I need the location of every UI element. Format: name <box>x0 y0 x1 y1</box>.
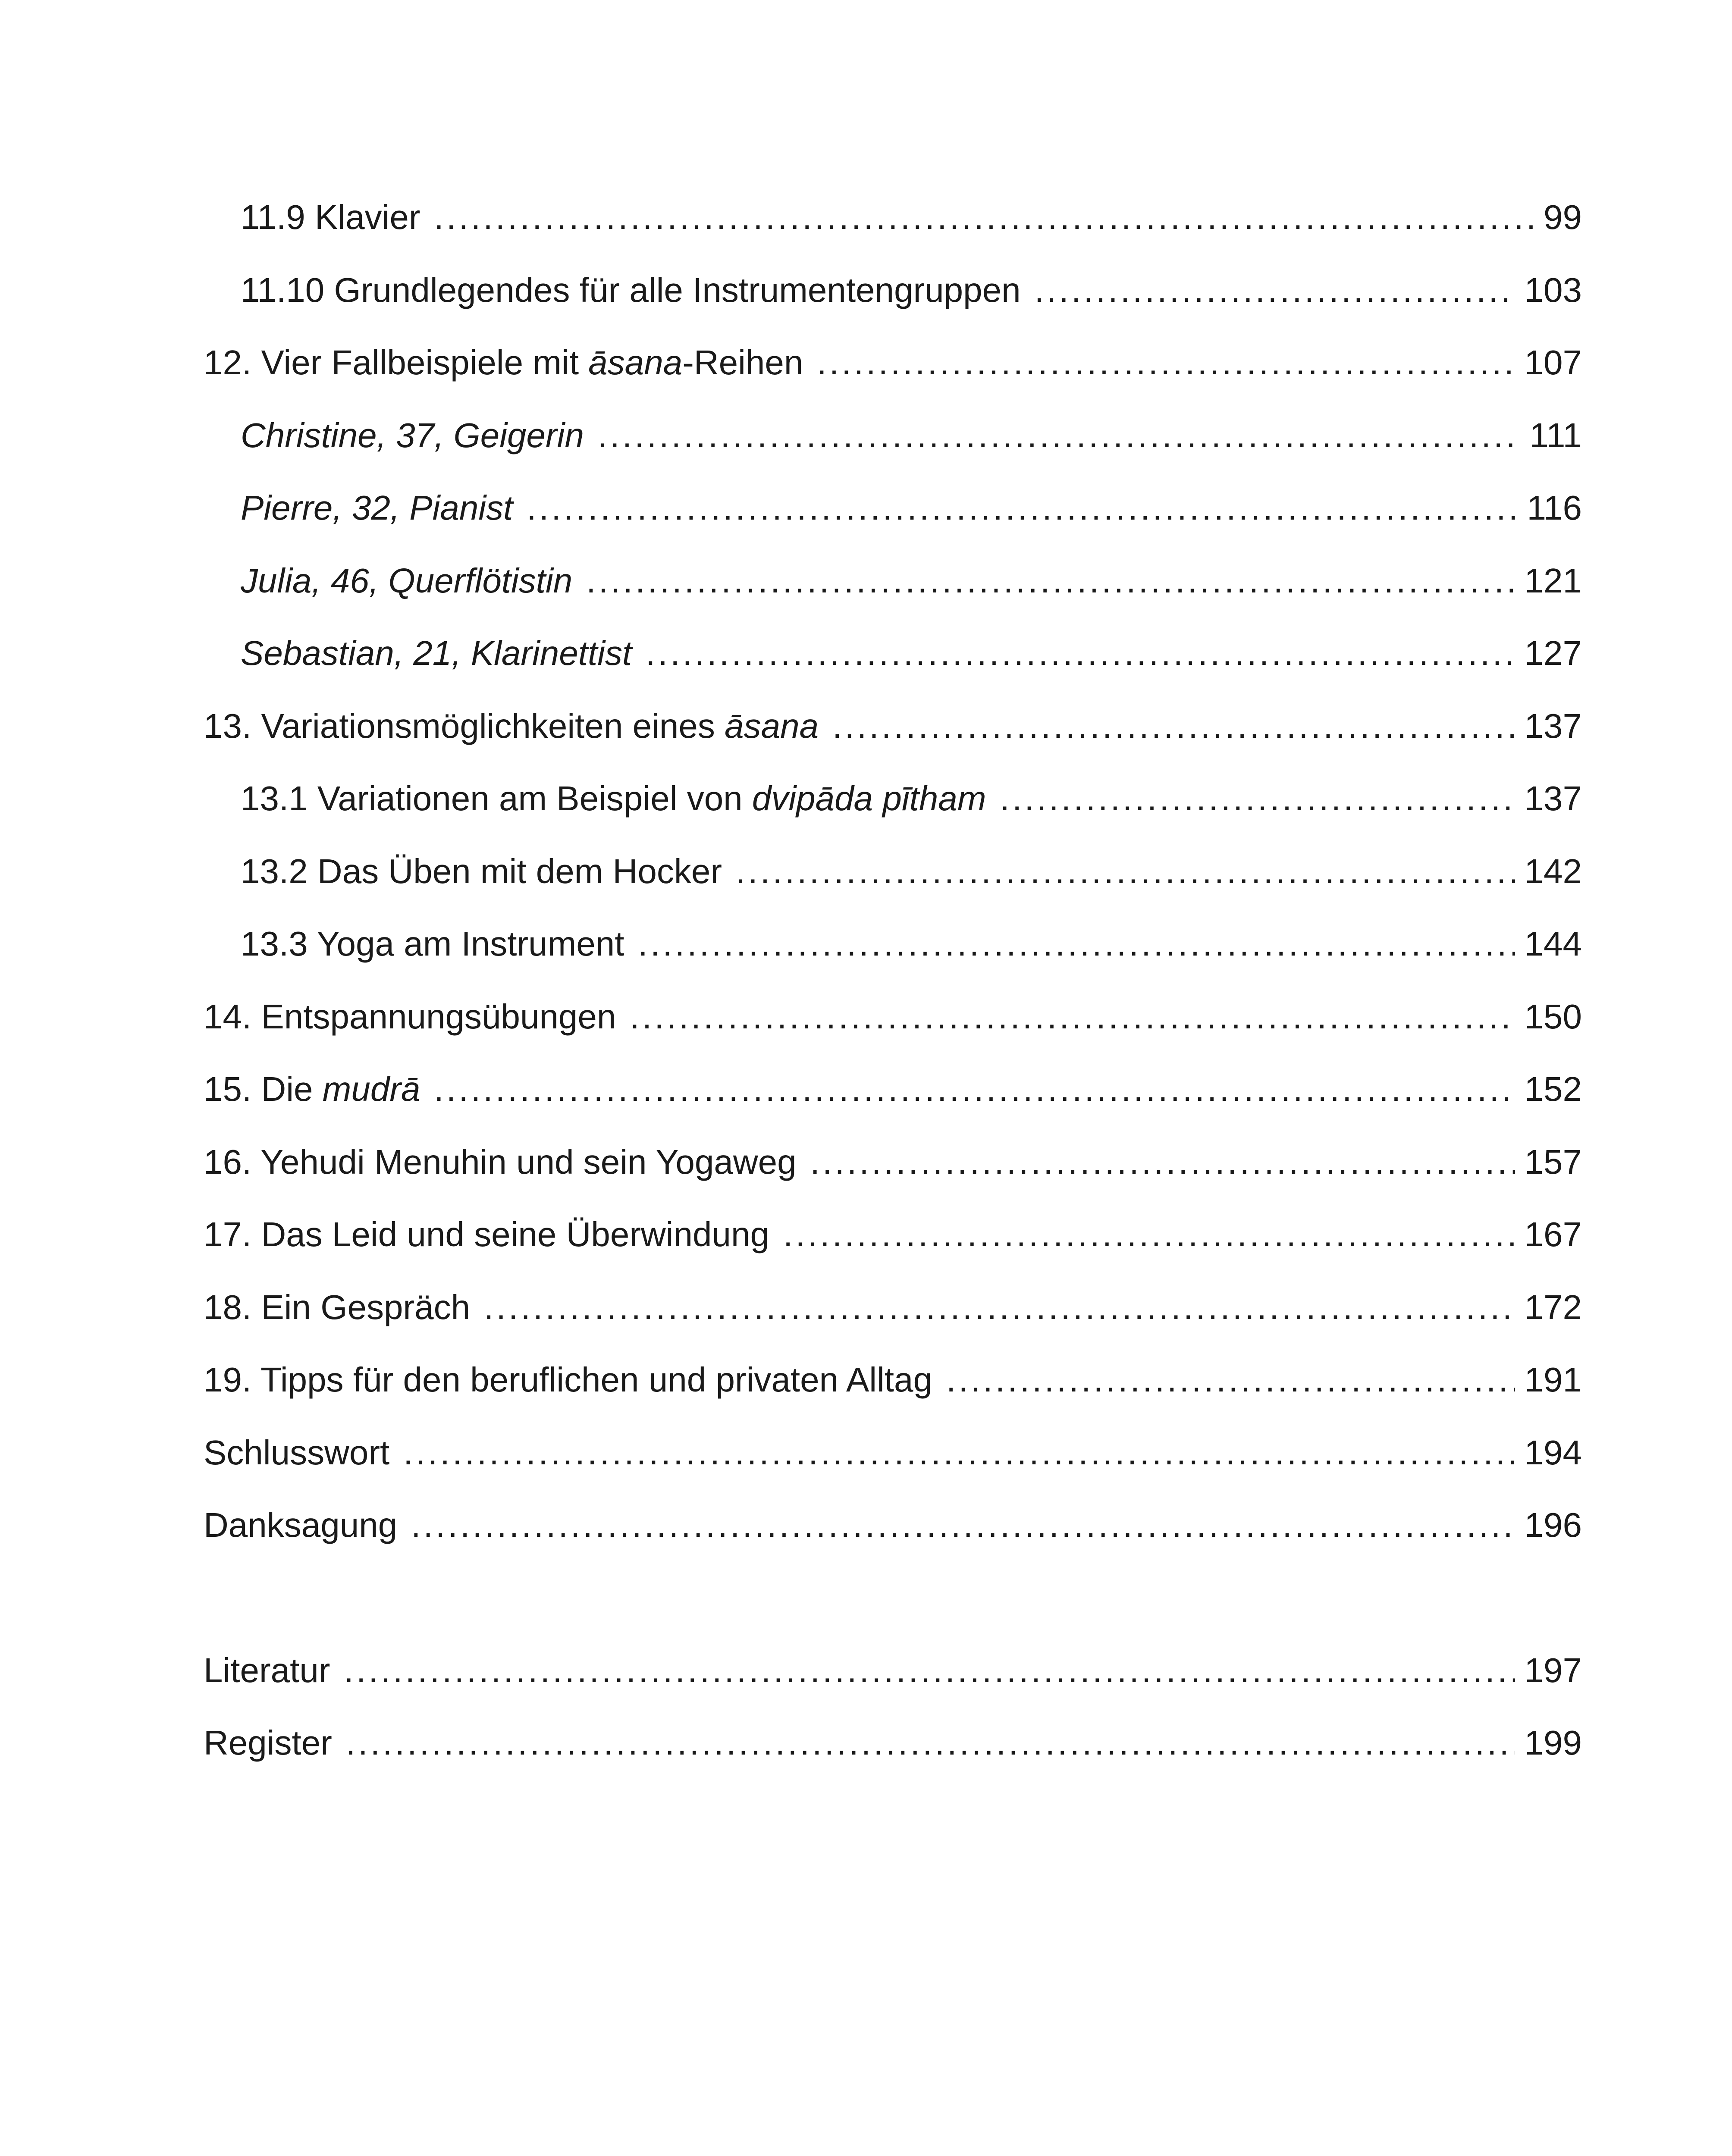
toc-entry <box>204 690 1582 763</box>
toc-dot-leader <box>783 1198 1515 1271</box>
toc-entry-title <box>241 908 638 981</box>
toc-title-text: 15. Die <box>204 1070 323 1108</box>
toc-entry-title <box>204 1198 783 1271</box>
toc-page-number: 116 <box>1527 489 1582 527</box>
toc-title-text: 17. Das Leid und seine Überwindung <box>204 1215 769 1253</box>
toc-dot-leader <box>736 835 1515 908</box>
toc-entry-title <box>241 617 646 690</box>
toc-page-number: 103 <box>1524 270 1582 309</box>
toc-entry-title <box>204 326 817 399</box>
toc-title-italic-text: dvipāda pītham <box>752 779 986 818</box>
toc-entry-title <box>241 545 586 617</box>
toc-page-number: 167 <box>1524 1215 1582 1253</box>
toc-page-number: 111 <box>1529 416 1582 454</box>
toc-dot-leader <box>817 326 1515 399</box>
toc-page-number: 137 <box>1524 706 1582 745</box>
toc-entry-title <box>204 1271 484 1344</box>
toc-page-number: 157 <box>1524 1142 1582 1181</box>
toc-entry <box>204 1271 1582 1344</box>
toc-page-number: 150 <box>1524 997 1582 1036</box>
toc-dot-leader <box>646 617 1515 690</box>
toc-dot-leader <box>484 1271 1515 1344</box>
toc-entry <box>204 1707 1582 1780</box>
toc-entry-title <box>241 254 1035 327</box>
toc-entry <box>204 981 1582 1053</box>
toc-title-text: Schlusswort <box>204 1433 390 1472</box>
toc-title-text: 16. Yehudi Menuhin und sein Yogaweg <box>204 1142 797 1181</box>
toc-entry <box>204 835 1582 908</box>
toc-entry-title <box>204 690 832 763</box>
toc-page-number: 199 <box>1524 1724 1582 1762</box>
toc-entry <box>204 762 1582 835</box>
toc-entry <box>204 908 1582 981</box>
toc-page-number: 107 <box>1524 343 1582 382</box>
toc-title-text: 13. Variationsmöglichkeiten eines <box>204 706 725 745</box>
toc-entry-title <box>241 181 434 254</box>
toc-dot-leader <box>403 1416 1515 1489</box>
toc-entry-title <box>241 399 598 472</box>
toc-entry-title <box>204 1634 344 1707</box>
toc-entry <box>204 545 1582 617</box>
toc-entry-title <box>241 762 1000 835</box>
toc-page-number: 172 <box>1524 1288 1582 1326</box>
toc-entry <box>204 1634 1582 1707</box>
toc-page-number: 191 <box>1524 1360 1582 1399</box>
toc-title-text: 14. Entspannungsübungen <box>204 997 616 1036</box>
toc-page-number: 196 <box>1524 1506 1582 1544</box>
toc-entry <box>204 254 1582 327</box>
toc-entry <box>204 1344 1582 1416</box>
toc-entry-title <box>204 981 630 1053</box>
table-of-contents <box>204 181 1582 1780</box>
toc-title-italic-text: āsana <box>725 706 819 745</box>
toc-page-number: 152 <box>1524 1070 1582 1108</box>
toc-page-number: 121 <box>1524 561 1582 600</box>
toc-title-italic-text: Sebastian, 21, Klarinettist <box>241 634 632 672</box>
toc-title-text: Register <box>204 1724 332 1762</box>
toc-title-text: Danksagung <box>204 1506 398 1544</box>
toc-dot-leader <box>346 1707 1515 1780</box>
toc-page-number: 194 <box>1524 1433 1582 1472</box>
toc-dot-leader <box>344 1634 1515 1707</box>
toc-entry <box>204 181 1582 254</box>
toc-title-italic-text: Julia, 46, Querflötistin <box>241 561 573 600</box>
toc-dot-leader <box>946 1344 1515 1416</box>
toc-title-italic-text: mudrā <box>322 1070 420 1108</box>
toc-title-text: 13.1 Variationen am Beispiel von <box>241 779 752 818</box>
toc-entry-title <box>204 1707 346 1780</box>
toc-title-text: -Reihen <box>682 343 803 382</box>
toc-entry <box>204 617 1582 690</box>
toc-dot-leader <box>434 181 1534 254</box>
toc-page-number: 127 <box>1524 634 1582 672</box>
toc-dot-leader <box>1000 762 1515 835</box>
toc-dot-leader <box>1035 254 1515 327</box>
toc-entry <box>204 326 1582 399</box>
toc-dot-leader <box>638 908 1515 981</box>
toc-entry-title <box>204 1416 403 1489</box>
toc-dot-leader <box>630 981 1515 1053</box>
toc-entry-title <box>241 472 527 545</box>
toc-page-number: 197 <box>1524 1651 1582 1689</box>
toc-title-italic-text: āsana <box>588 343 683 382</box>
toc-title-text: 11.10 Grundlegendes für alle Instrumentengruppen <box>241 270 1021 309</box>
toc-dot-leader <box>586 545 1515 617</box>
toc-entry-title <box>204 1053 434 1126</box>
toc-dot-leader <box>411 1489 1515 1562</box>
toc-title-text: 11.9 Klavier <box>241 198 420 236</box>
toc-dot-leader <box>810 1126 1515 1199</box>
toc-entry-title <box>204 1126 810 1199</box>
toc-entry-title <box>204 1344 946 1416</box>
toc-title-italic-text: Pierre, 32, Pianist <box>241 489 513 527</box>
toc-entry <box>204 1053 1582 1126</box>
toc-entry <box>204 1198 1582 1271</box>
toc-entry <box>204 472 1582 545</box>
toc-entry <box>204 1489 1582 1562</box>
toc-page-number: 142 <box>1524 852 1582 890</box>
toc-entry <box>204 399 1582 472</box>
toc-page-number: 144 <box>1524 924 1582 963</box>
toc-entry <box>204 1416 1582 1489</box>
toc-entry-title <box>204 1489 411 1562</box>
toc-dot-leader <box>598 399 1520 472</box>
toc-dot-leader <box>527 472 1517 545</box>
toc-entry <box>204 1126 1582 1199</box>
toc-dot-leader <box>434 1053 1515 1126</box>
toc-title-text: 13.2 Das Üben mit dem Hocker <box>241 852 722 890</box>
toc-title-text: Literatur <box>204 1651 330 1689</box>
toc-title-text: 13.3 Yoga am Instrument <box>241 924 624 963</box>
toc-entry-title <box>241 835 736 908</box>
toc-title-italic-text: Christine, 37, Geigerin <box>241 416 584 454</box>
toc-title-text: 19. Tipps für den beruflichen und privaten Alltag <box>204 1360 932 1399</box>
toc-title-text: 18. Ein Gespräch <box>204 1288 471 1326</box>
toc-page-number: 137 <box>1524 779 1582 818</box>
toc-page-number: 99 <box>1544 198 1582 236</box>
toc-dot-leader <box>832 690 1515 763</box>
toc-title-text: 12. Vier Fallbeispiele mit <box>204 343 589 382</box>
